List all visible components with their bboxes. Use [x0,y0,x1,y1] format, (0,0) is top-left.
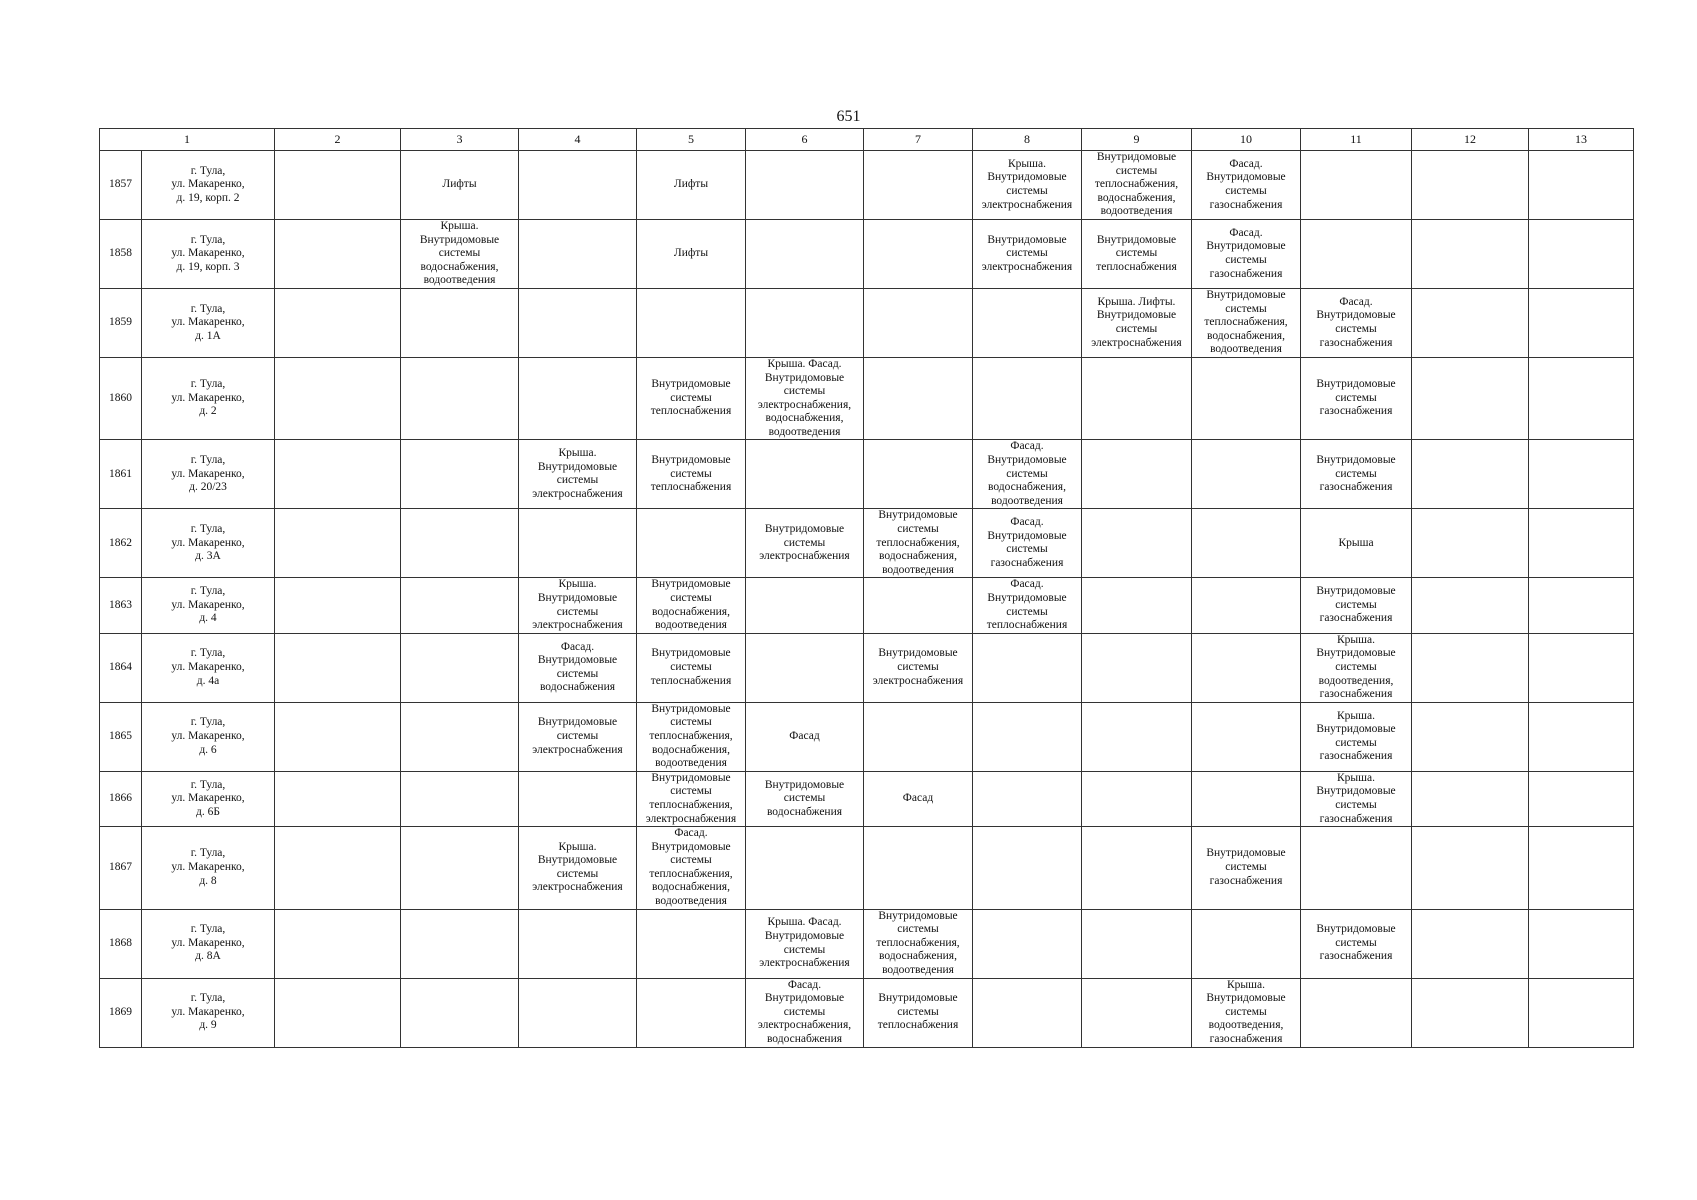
work-cell [1082,633,1192,702]
work-cell [401,357,519,440]
work-cell: Внутридомовые системы теплоснабжения, водоснабжения, водоотведения [864,509,973,578]
work-cell: Крыша. Фасад. Внутридомовые системы электроснабжения, водоснабжения, водоотведения [746,357,864,440]
row-number: 1867 [100,827,142,910]
work-cell [864,702,973,771]
work-cell [1529,440,1634,509]
work-cell [1192,357,1301,440]
row-number: 1868 [100,909,142,978]
column-header: 7 [864,129,973,151]
work-cell [1412,771,1529,826]
work-cell [1412,151,1529,220]
table-row [100,219,1634,288]
work-cell: Лифты [401,151,519,220]
table-row [100,288,1634,357]
work-cell [746,440,864,509]
work-cell: Крыша. Внутридомовые системы газоснабжения [1301,771,1412,826]
work-cell [1192,578,1301,633]
table-row [100,509,1634,578]
work-cell [746,151,864,220]
address-cell: г. Тула, ул. Макаренко, д. 6 [142,702,275,771]
work-cell [746,827,864,910]
column-header: 9 [1082,129,1192,151]
work-cell [401,827,519,910]
work-cell: Крыша [1301,509,1412,578]
work-cell: Внутридомовые системы водоснабжения [746,771,864,826]
work-cell [864,440,973,509]
row-number: 1858 [100,219,142,288]
work-cell: Внутридомовые системы теплоснабжения, водоснабжения, водоотведения [864,909,973,978]
work-cell: Внутридомовые системы теплоснабжения, электроснабжения [637,771,746,826]
work-cell [519,151,637,220]
work-cell: Внутридомовые системы электроснабжения [973,219,1082,288]
work-cell [1301,827,1412,910]
address-cell: г. Тула, ул. Макаренко, д. 4 [142,578,275,633]
work-cell [1192,702,1301,771]
address-cell: г. Тула, ул. Макаренко, д. 8А [142,909,275,978]
work-cell [973,702,1082,771]
table-row [100,578,1634,633]
work-cell: Крыша. Фасад. Внутридомовые системы электроснабжения [746,909,864,978]
row-number: 1866 [100,771,142,826]
row-number: 1859 [100,288,142,357]
work-cell [1192,509,1301,578]
work-cell [1192,771,1301,826]
work-cell: Внутридомовые системы теплоснабжения, водоснабжения, водоотведения [1082,151,1192,220]
work-cell: Крыша. Внутридомовые системы газоснабжения [1301,702,1412,771]
work-cell [746,578,864,633]
address-cell: г. Тула, ул. Макаренко, д. 6Б [142,771,275,826]
work-cell [637,288,746,357]
work-cell: Фасад. Внутридомовые системы электроснабжения, водоснабжения [746,978,864,1047]
work-cell: Внутридомовые системы газоснабжения [1301,578,1412,633]
row-number: 1862 [100,509,142,578]
work-cell [275,219,401,288]
work-cell [401,440,519,509]
work-cell [1082,827,1192,910]
work-cell: Внутридомовые системы газоснабжения [1301,440,1412,509]
work-cell [1301,151,1412,220]
work-cell: Внутридомовые системы электроснабжения [519,702,637,771]
work-cell [973,827,1082,910]
work-cell [637,909,746,978]
work-cell: Крыша. Внутридомовые системы водоотведения, газоснабжения [1192,978,1301,1047]
work-cell [519,509,637,578]
work-cell [1412,633,1529,702]
work-cell [1192,633,1301,702]
work-cell [1412,288,1529,357]
work-cell [1529,578,1634,633]
work-cell: Фасад [864,771,973,826]
work-cell: Фасад [746,702,864,771]
address-cell: г. Тула, ул. Макаренко, д. 20/23 [142,440,275,509]
table-row [100,771,1634,826]
column-header: 11 [1301,129,1412,151]
table-row [100,440,1634,509]
work-cell [275,827,401,910]
work-cell [1301,978,1412,1047]
header-row [100,129,1634,151]
work-cell [973,633,1082,702]
work-cell [1301,219,1412,288]
table-row [100,357,1634,440]
address-cell: г. Тула, ул. Макаренко, д. 19, корп. 2 [142,151,275,220]
work-cell [519,357,637,440]
address-cell: г. Тула, ул. Макаренко, д. 8 [142,827,275,910]
work-cell [275,702,401,771]
work-cell [1529,509,1634,578]
work-cell [519,288,637,357]
repair-schedule-table [99,128,1634,1048]
work-cell [1192,909,1301,978]
row-number: 1865 [100,702,142,771]
work-cell: Крыша. Внутридомовые системы электроснабжения [973,151,1082,220]
work-cell: Фасад. Внутридомовые системы газоснабжения [1301,288,1412,357]
work-cell: Крыша. Внутридомовые системы электроснабжения [519,827,637,910]
table-row [100,978,1634,1047]
column-header: 8 [973,129,1082,151]
work-cell [637,978,746,1047]
work-cell [1082,357,1192,440]
work-cell [401,771,519,826]
work-cell [275,357,401,440]
column-header: 5 [637,129,746,151]
work-cell [1529,633,1634,702]
work-cell: Внутридомовые системы газоснабжения [1301,357,1412,440]
table-row [100,151,1634,220]
row-number: 1863 [100,578,142,633]
work-cell [1412,219,1529,288]
work-cell [1082,440,1192,509]
work-cell: Внутридомовые системы теплоснабжения [637,440,746,509]
work-cell [973,288,1082,357]
work-cell: Внутридомовые системы теплоснабжения [637,357,746,440]
table-row [100,909,1634,978]
work-cell [519,909,637,978]
work-cell [864,357,973,440]
work-cell: Внутридомовые системы электроснабжения [864,633,973,702]
work-cell [275,978,401,1047]
work-cell [275,288,401,357]
work-cell [275,909,401,978]
address-cell: г. Тула, ул. Макаренко, д. 2 [142,357,275,440]
work-cell [973,357,1082,440]
work-cell: Крыша. Внутридомовые системы электроснабжения [519,440,637,509]
work-cell [401,633,519,702]
work-cell: Внутридомовые системы теплоснабжения, водоснабжения, водоотведения [1192,288,1301,357]
work-cell [401,909,519,978]
row-number: 1860 [100,357,142,440]
work-cell: Внутридомовые системы теплоснабжения [864,978,973,1047]
work-cell [401,578,519,633]
work-cell: Фасад. Внутридомовые системы газоснабжения [1192,151,1301,220]
work-cell [275,151,401,220]
work-cell: Внутридомовые системы газоснабжения [1301,909,1412,978]
work-cell [1529,288,1634,357]
work-cell [637,509,746,578]
work-cell: Внутридомовые системы теплоснабжения, водоснабжения, водоотведения [637,702,746,771]
work-cell [275,509,401,578]
work-cell [864,151,973,220]
row-number: 1861 [100,440,142,509]
work-cell [1082,509,1192,578]
work-cell [1529,827,1634,910]
work-cell [864,578,973,633]
work-cell: Крыша. Лифты. Внутридомовые системы электроснабжения [1082,288,1192,357]
work-cell: Фасад. Внутридомовые системы водоснабжения, водоотведения [973,440,1082,509]
column-header: 12 [1412,129,1529,151]
work-cell: Лифты [637,151,746,220]
table-row [100,702,1634,771]
work-cell: Крыша. Внутридомовые системы водоотведения, газоснабжения [1301,633,1412,702]
work-cell [1082,578,1192,633]
work-cell [1082,978,1192,1047]
work-cell [519,978,637,1047]
work-cell: Фасад. Внутридомовые системы водоснабжения [519,633,637,702]
column-header: 4 [519,129,637,151]
work-cell [1192,440,1301,509]
address-cell: г. Тула, ул. Макаренко, д. 9 [142,978,275,1047]
work-cell: Внутридомовые системы водоснабжения, водоотведения [637,578,746,633]
work-cell: Фасад. Внутридомовые системы теплоснабжения [973,578,1082,633]
work-cell [864,827,973,910]
row-number: 1869 [100,978,142,1047]
work-cell [973,909,1082,978]
work-cell [1529,219,1634,288]
work-cell [1529,151,1634,220]
work-cell [275,578,401,633]
column-header: 3 [401,129,519,151]
work-cell [401,978,519,1047]
work-cell [973,978,1082,1047]
work-cell [1529,702,1634,771]
work-cell [401,509,519,578]
work-cell [1412,578,1529,633]
work-cell [401,288,519,357]
work-cell [973,771,1082,826]
work-cell: Крыша. Внутридомовые системы электроснабжения [519,578,637,633]
page-number: 651 [836,108,861,125]
column-header: 2 [275,129,401,151]
work-cell: Внутридомовые системы электроснабжения [746,509,864,578]
work-cell: Фасад. Внутридомовые системы газоснабжения [1192,219,1301,288]
work-cell [1529,978,1634,1047]
table-body [100,129,1634,1048]
address-cell: г. Тула, ул. Макаренко, д. 4а [142,633,275,702]
work-cell [1529,771,1634,826]
work-cell: Лифты [637,219,746,288]
work-cell [1412,509,1529,578]
column-header: 13 [1529,129,1634,151]
work-cell [746,288,864,357]
work-cell [1082,771,1192,826]
work-cell [275,633,401,702]
work-cell [1082,909,1192,978]
column-header: 1 [100,129,275,151]
work-cell [746,633,864,702]
work-cell [519,219,637,288]
work-cell [1412,978,1529,1047]
column-header: 6 [746,129,864,151]
work-cell [1412,702,1529,771]
work-cell [1412,357,1529,440]
work-cell [275,440,401,509]
work-cell [864,219,973,288]
work-cell [1529,357,1634,440]
work-cell [275,771,401,826]
table-row [100,633,1634,702]
work-cell: Внутридомовые системы газоснабжения [1192,827,1301,910]
work-cell: Внутридомовые системы теплоснабжения [1082,219,1192,288]
work-cell [746,219,864,288]
work-cell [1412,440,1529,509]
work-cell [401,702,519,771]
work-cell: Крыша. Внутридомовые системы водоснабжения, водоотведения [401,219,519,288]
row-number: 1857 [100,151,142,220]
work-cell [1412,909,1529,978]
work-cell: Фасад. Внутридомовые системы теплоснабжения, водоснабжения, водоотведения [637,827,746,910]
work-cell [864,288,973,357]
row-number: 1864 [100,633,142,702]
work-cell [1412,827,1529,910]
column-header: 10 [1192,129,1301,151]
work-cell: Внутридомовые системы теплоснабжения [637,633,746,702]
address-cell: г. Тула, ул. Макаренко, д. 1А [142,288,275,357]
work-cell [1529,909,1634,978]
work-cell [1082,702,1192,771]
work-cell [519,771,637,826]
address-cell: г. Тула, ул. Макаренко, д. 3А [142,509,275,578]
table-row [100,827,1634,910]
address-cell: г. Тула, ул. Макаренко, д. 19, корп. 3 [142,219,275,288]
work-cell: Фасад. Внутридомовые системы газоснабжения [973,509,1082,578]
